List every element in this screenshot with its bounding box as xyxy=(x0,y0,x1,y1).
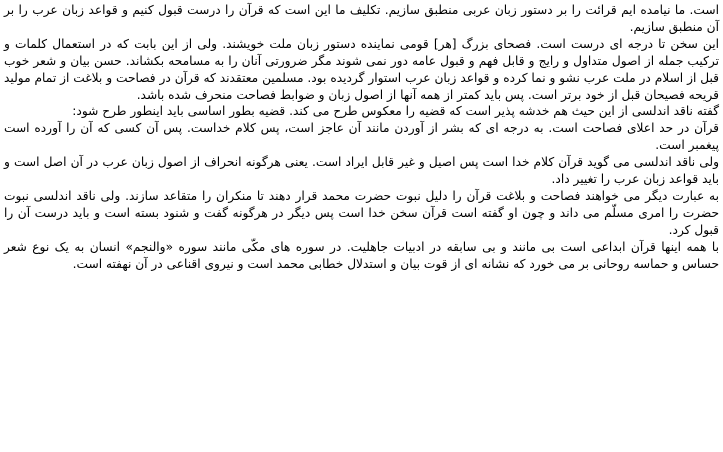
paragraph-2: این سخن تا درجه ای درست است. فصحای بزرگ [هر] قومی نماینده دستور زبان ملت خویشند. ولی از این بابت که در استعمال کلمات و ترکیب جمله از اصول متداول و رایج و قابل فهم و قبول عامه دور نمی شوند مگر ضرورتی آنان را به مسامحه بکشاند. حسن بیان و شعر خوب قبل از اسلام در ملت عرب نشو و نما کرده و قواعد زبان عرب استوار گردیده بود. مسلمین معتقدند که قرآن در فصاحت و بلاغت از تمام مولید قریحه فصیحان قبل از خود برتر است. پس باید کمتر از همه آنها از اصول زبان و ضوابط فصاحت منحرف شده باشد. xyxy=(4,36,719,102)
paragraph-6: به عبارت دیگر می خواهند فصاحت و بلاغت قرآن را دلیل نبوت حضرت محمد قرار دهند تا منکران را متقاعد سازند. ولی ناقد اندلسی نبوت حضرت را امری مسلّم می داند و چون او گفته است قرآن سخن خدا است پس دیگر در هرگونه گفت و شنود بسته است و باید درست آن را قبول کرد. xyxy=(4,188,719,237)
paragraph-5: ولی ناقد اندلسی می گوید قرآن کلام خدا است پس اصیل و غیر قابل ایراد است. یعنی هرگونه انحراف از اصول زبان عرب در آن اصل است و باید قواعد زبان عرب را تغییر داد. xyxy=(4,155,719,187)
paragraph-7: با همه اینها قرآن ابداعی است بی مانند و بی سابقه در ادبیات جاهلیت. در سوره های مکّی مانند سوره «والنجم» انسان به یک نوع شعر حساس و حماسه روحانی بر می خورد که نشانه ای از قوت بیان و استدلال خطابی محمد است و نیروی اقناعی در آن نهفته است. xyxy=(4,239,719,271)
paragraph-4: قرآن در حد اعلای فصاحت است. به درجه ای که بشر از آوردن مانند آن عاجز است، پس کلام خداست. پس آن کسی که آن را آورده است پیغمبر است. xyxy=(4,121,719,153)
paragraph-1: است. ما نیامده ایم قرائت را بر دستور زبان عربی منطبق سازیم. تکلیف ما این است که قرآن را درست قبول کنیم و قواعد زبان عرب را بر آن منطبق سازیم. xyxy=(4,3,719,34)
paragraph-3: گفته ناقد اندلسی از این حیث هم خدشه پذیر است که قضیه را معکوس طرح می کند. قضیه بطور اساسی باید اینطور طرح شود: xyxy=(72,104,719,119)
document-body xyxy=(4,2,719,273)
